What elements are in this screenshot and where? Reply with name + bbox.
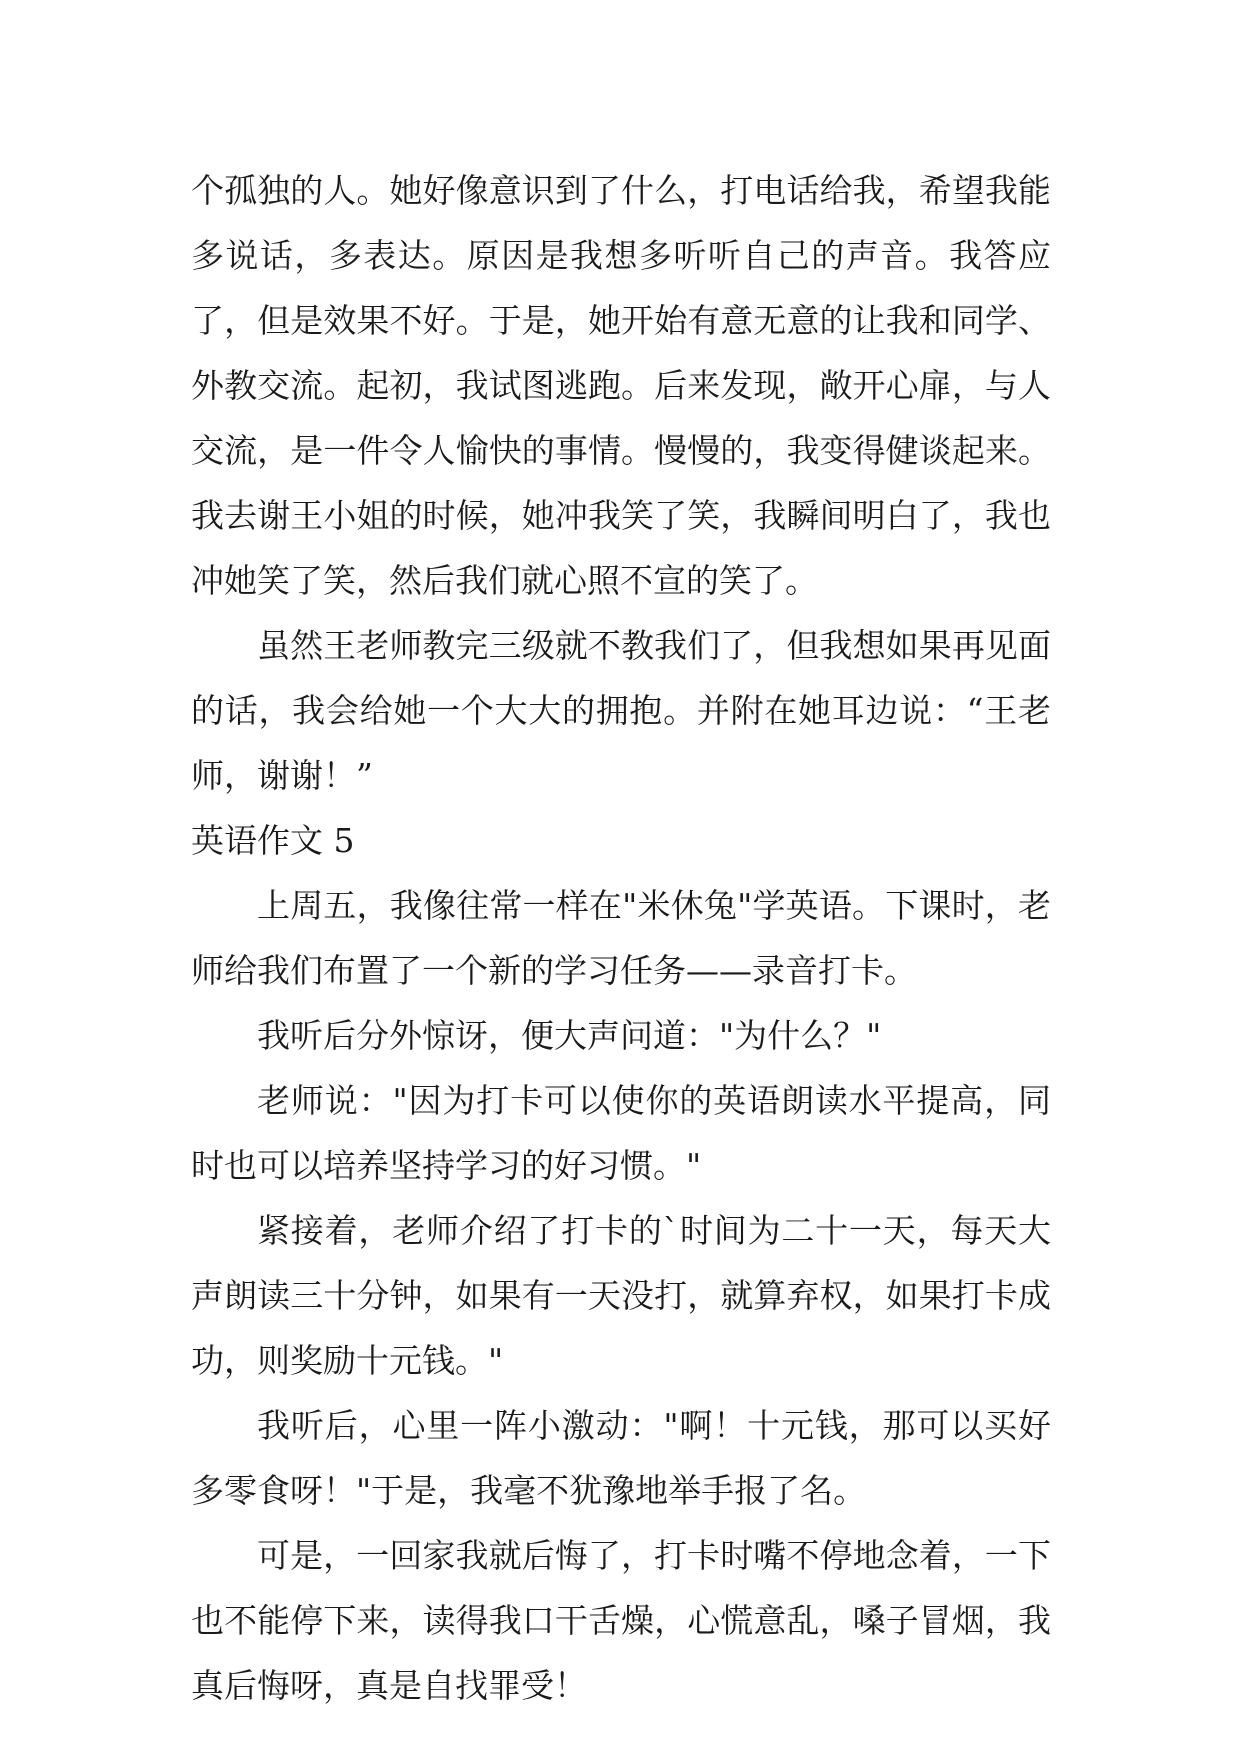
section-title: 英语作文 5 (191, 821, 355, 860)
paragraph-3: 我听后分外惊讶，便大声问道："为什么？" (257, 1016, 882, 1055)
paragraph-1: 虽然王老师教完三级就不教我们了，但我想如果再见面的话，我会给她一个大大的拥抱。并附在她耳边说：“王老师，谢谢！” (191, 626, 1051, 795)
paragraph-5: 紧接着，老师介绍了打卡的`时间为二十一天，每天大声朗读三十分钟，如果有一天没打，就算弃权，如果打卡成功，则奖励十元钱。" (191, 1211, 1051, 1380)
paragraph-7: 可是，一回家我就后悔了，打卡时嘴不停地念着，一下也不能停下来，读得我口干舌燥，心慌意乱，嗓子冒烟，我真后悔呀，真是自找罪受！ (191, 1536, 1051, 1705)
paragraph-continuation: 个孤独的人。她好像意识到了什么，打电话给我，希望我能多说话，多表达。原因是我想多听听自己的声音。我答应了，但是效果不好。于是，她开始有意无意的让我和同学、外教交流。起初，我试图逃跑。后来发现，敞开心扉，与人交流，是一件令人愉快的事情。慢慢的，我变得健谈起来。我去谢王小姐的时候，她冲我笑了笑，我瞬间明白了，我也冲她笑了笑，然后我们就心照不宣的笑了。 (191, 171, 1051, 600)
paragraph-6: 我听后，心里一阵小激动："啊！十元钱，那可以买好多零食呀！"于是，我毫不犹豫地举手报了名。 (191, 1406, 1051, 1510)
document-body (191, 158, 1051, 1718)
paragraph-2: 上周五，我像往常一样在"米休兔"学英语。下课时，老师给我们布置了一个新的学习任务——录音打卡。 (191, 886, 1051, 990)
paragraph-4: 老师说："因为打卡可以使你的英语朗读水平提高，同时也可以培养坚持学习的好习惯。" (191, 1081, 1051, 1185)
